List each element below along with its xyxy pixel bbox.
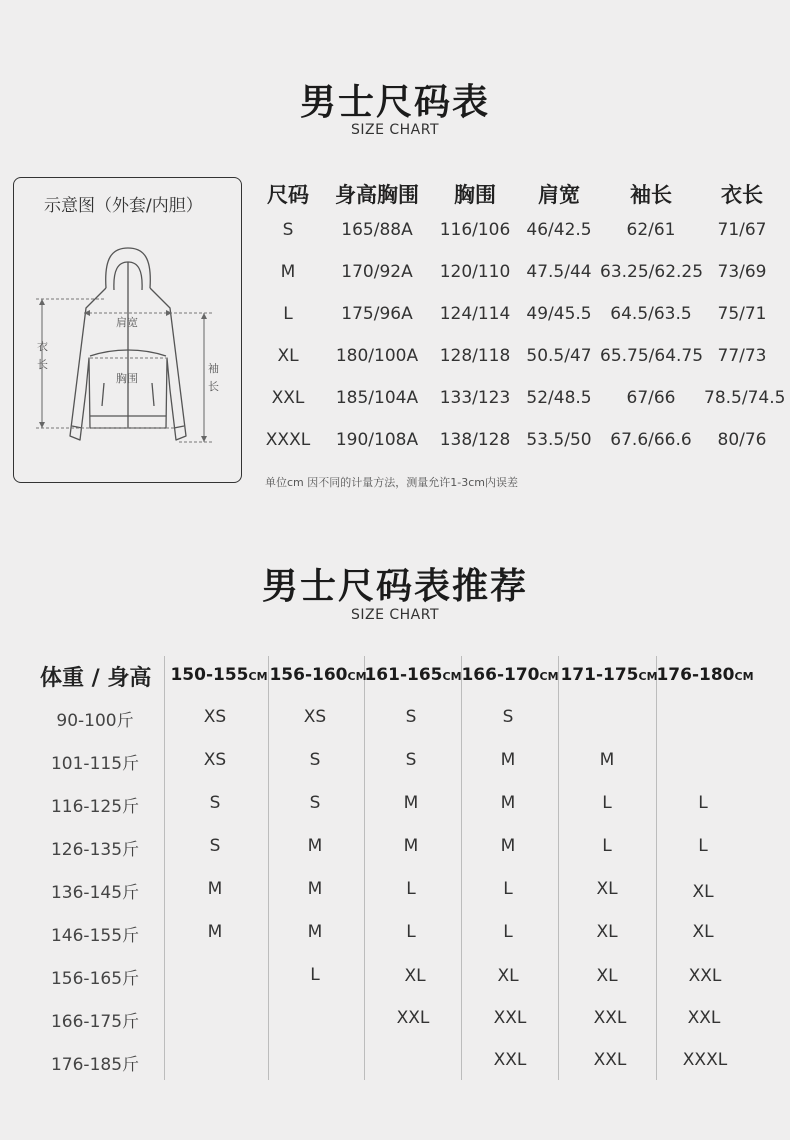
size-cell: 138/128 [439,430,511,450]
size-recommendation: XL [692,922,714,942]
size-cell: 185/104A [335,388,419,408]
size-cell: 49/45.5 [526,304,592,324]
size-cell: 73/69 [717,262,767,282]
height-header: 166-170CM [461,665,559,685]
size-recommendation: M [500,793,516,813]
size-recommendation: M [500,836,516,856]
weight-label: 116-125斤 [50,797,140,817]
height-header: 176-180CM [656,665,754,685]
size-cell: 190/108A [335,430,419,450]
size-cell: 78.5/74.5 [704,388,786,408]
col-header-sleeve: 袖长 [630,183,672,207]
size-recommendation: XL [497,966,519,986]
col-header-chest: 胸围 [454,183,496,207]
weight-label: 176-185斤 [50,1055,140,1075]
size-cell: 180/100A [335,346,419,366]
weight-label: 166-175斤 [50,1012,140,1032]
size-cell: 62/61 [626,220,676,240]
measurement-note: 单位cm 因不同的计量方法，测量允许1-3cm内误差 [265,476,518,489]
size-cell: 65.75/64.75 [600,346,704,366]
size-recommendation: XXL [593,1050,627,1070]
size-cell: 71/67 [717,220,767,240]
length-label-1: 衣 [37,340,48,353]
jacket-illustration [14,178,243,484]
shoulder-label: 肩宽 [116,316,138,329]
size-recommendation: XXL [687,1008,721,1028]
sleeve-label-2: 长 [208,380,219,393]
col-header-height-chest: 身高胸围 [335,183,419,207]
size-cell: 63.25/62.25 [600,262,704,282]
size-cell: 75/71 [717,304,767,324]
size-recommendation: XXL [593,1008,627,1028]
size-recommendation: S [309,750,321,770]
size-recommendation: M [307,922,323,942]
size-recommendation: XXL [396,1008,430,1028]
size-cell: 67/66 [626,388,676,408]
size-chart-subtitle: SIZE CHART [350,122,440,138]
size-cell: 128/118 [439,346,511,366]
size-cell: 116/106 [439,220,511,240]
size-cell: 120/110 [439,262,511,282]
weight-label: 146-155斤 [50,926,140,946]
size-cell: XXL [271,388,305,408]
size-recommendation: L [698,793,708,813]
col-header-size: 尺码 [267,183,309,207]
size-recommendation: XL [404,966,426,986]
sleeve-label-1: 袖 [208,362,219,375]
size-recommendation: XS [203,707,227,727]
chest-label: 胸围 [116,372,138,385]
size-recommendation: XS [303,707,327,727]
length-label-2: 长 [37,358,48,371]
size-recommendation: S [502,707,514,727]
size-recommendation: M [403,793,419,813]
size-recommendation: XXL [688,966,722,986]
size-recommendation: S [209,836,221,856]
size-recommendation: L [503,879,513,899]
size-recommendation: S [209,793,221,813]
size-recommendation: L [406,879,416,899]
size-recommendation: XL [596,879,618,899]
size-recommendation: M [599,750,615,770]
weight-label: 101-115斤 [50,754,140,774]
size-cell: 165/88A [341,220,413,240]
size-cell: 47.5/44 [526,262,592,282]
size-recommendation: M [207,879,223,899]
size-cell: M [280,262,296,282]
size-chart-title: 男士尺码表 [299,82,490,123]
size-cell: 53.5/50 [526,430,592,450]
size-recommendation: XXXL [682,1050,728,1070]
weight-label: 126-135斤 [50,840,140,860]
diagram-caption: 示意图（外套/内胆） [44,196,203,216]
height-header: 171-175CM [560,665,658,685]
recommend-title: 男士尺码表推荐 [261,566,528,607]
size-cell: 80/76 [717,430,767,450]
size-recommendation: M [307,836,323,856]
size-recommendation: XXL [493,1008,527,1028]
size-recommendation: L [310,965,320,985]
size-cell: 64.5/63.5 [610,304,692,324]
size-cell: 175/96A [341,304,413,324]
height-header: 156-160CM [269,665,367,685]
size-cell: XL [277,346,299,366]
size-recommendation: M [500,750,516,770]
size-cell: L [283,304,293,324]
column-divider [164,656,165,1080]
size-cell: 67.6/66.6 [610,430,692,450]
size-recommendation: L [503,922,513,942]
weight-label: 90-100斤 [56,711,134,731]
size-recommendation: M [403,836,419,856]
size-cell: 50.5/47 [526,346,592,366]
size-recommendation: M [307,879,323,899]
weight-height-header: 体重 / 身高 [40,666,152,691]
recommend-subtitle: SIZE CHART [350,607,440,623]
size-cell: 124/114 [439,304,511,324]
size-recommendation: XL [692,882,714,902]
size-recommendation: L [698,836,708,856]
size-recommendation: XXL [493,1050,527,1070]
size-cell: 52/48.5 [526,388,592,408]
size-cell: S [282,220,294,240]
col-header-length: 衣长 [721,183,763,207]
size-recommendation: XL [596,922,618,942]
weight-label: 156-165斤 [50,969,140,989]
size-cell: 77/73 [717,346,767,366]
size-cell: 170/92A [341,262,413,282]
size-recommendation: M [207,922,223,942]
size-recommendation: XL [596,966,618,986]
size-recommendation: S [405,750,417,770]
weight-label: 136-145斤 [50,883,140,903]
size-recommendation: L [406,922,416,942]
size-recommendation: L [602,793,612,813]
size-recommendation: L [602,836,612,856]
size-recommendation: S [405,707,417,727]
height-header: 150-155CM [170,665,268,685]
size-cell: 46/42.5 [526,220,592,240]
jacket-diagram [13,177,242,483]
size-cell: 133/123 [439,388,511,408]
col-header-shoulder: 肩宽 [538,183,580,207]
size-recommendation: S [309,793,321,813]
size-cell: XXXL [265,430,311,450]
height-header: 161-165CM [364,665,462,685]
size-recommendation: XS [203,750,227,770]
